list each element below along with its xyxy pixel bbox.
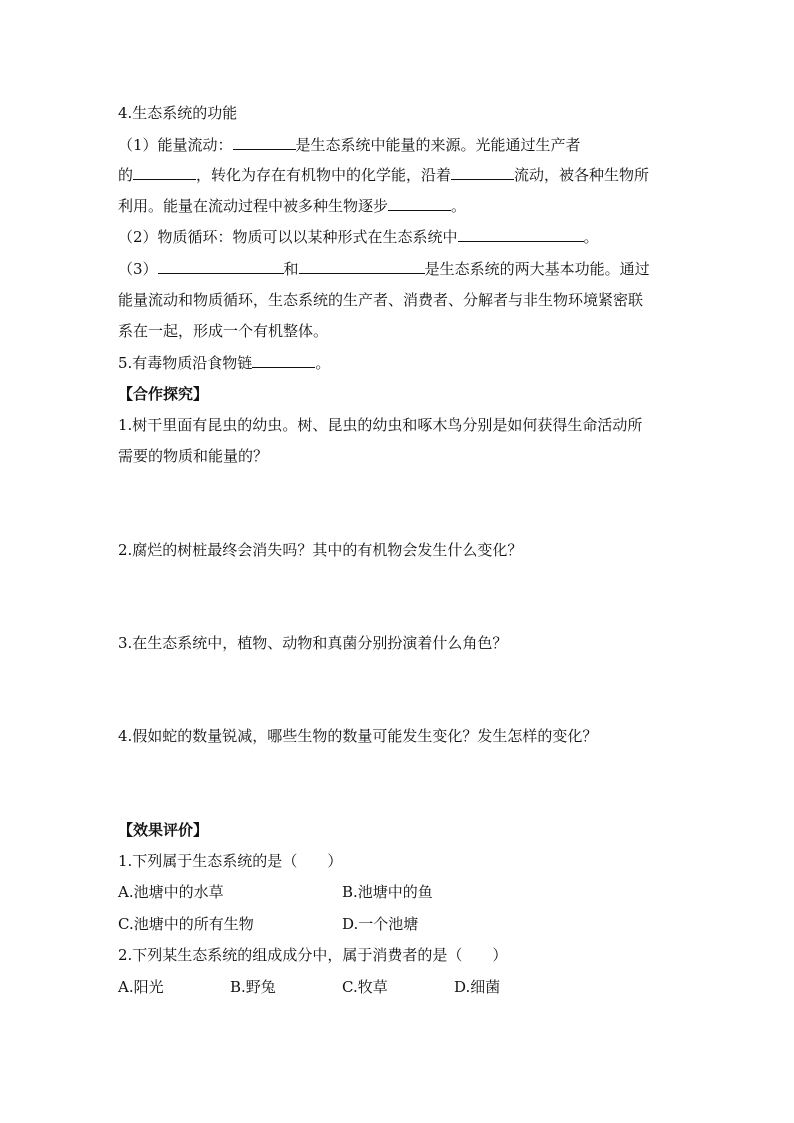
energy-flow-line-3: 利用。能量在流动过程中被多种生物逐步 。 <box>118 197 467 215</box>
section-4-title: 4.生态系统的功能 <box>118 104 238 122</box>
evaluation-heading: 【效果评价】 <box>118 821 209 839</box>
eval-question-1: 1.下列属于生态系统的是（ ） <box>118 852 343 870</box>
inquiry-question-1-line-1: 1.树干里面有昆虫的幼虫。树、昆虫的幼虫和啄木鸟分别是如何获得生命活动所 <box>118 416 643 434</box>
eval-q1-options-row-1 <box>118 882 433 902</box>
fill-blank[interactable] <box>388 196 451 211</box>
energy-flow-line-1: （1）能量流动： 是生态系统中能量的来源。光能通过生产者 <box>118 136 581 154</box>
option-d[interactable]: D.细菌 <box>454 978 501 996</box>
fill-blank[interactable] <box>233 135 296 150</box>
inquiry-question-3: 3.在生态系统中，植物、动物和真菌分别扮演着什么角色？ <box>118 634 508 652</box>
option-a[interactable]: A.阳光 <box>118 978 164 996</box>
energy-flow-line-2: 的 ，转化为存在有机物中的化学能，沿着 流动，被各种生物所 <box>118 166 650 184</box>
inquiry-question-2: 2.腐烂的树桩最终会消失吗？其中的有机物会发生什么变化？ <box>118 541 523 559</box>
fill-blank[interactable] <box>458 227 584 242</box>
section-5-line: 5.有毒物质沿食物链 。 <box>118 354 331 372</box>
basic-functions-line-3: 系在一起，形成一个有机整体。 <box>118 322 329 340</box>
option-d[interactable]: D.一个池塘 <box>342 915 419 933</box>
fill-blank[interactable] <box>158 259 284 274</box>
eval-q1-options-row-2 <box>118 914 418 934</box>
inquiry-question-1-line-2: 需要的物质和能量的？ <box>118 447 269 465</box>
fill-blank[interactable] <box>299 259 425 274</box>
basic-functions-line-1: （3） 和 是生态系统的两大基本功能。通过 <box>118 260 650 278</box>
cooperative-inquiry-heading: 【合作探究】 <box>118 385 209 403</box>
inquiry-question-4: 4.假如蛇的数量锐减，哪些生物的数量可能发生变化？发生怎样的变化？ <box>118 727 598 745</box>
option-a[interactable]: A.池塘中的水草 <box>118 883 224 901</box>
option-c[interactable]: C.池塘中的所有生物 <box>118 915 254 933</box>
option-b[interactable]: B.野兔 <box>230 978 276 996</box>
basic-functions-line-2: 能量流动和物质循环，生态系统的生产者、消费者、分解者与非生物环境紧密联 <box>118 291 644 309</box>
fill-blank[interactable] <box>252 353 315 368</box>
material-cycle-line: （2）物质循环：物质可以以某种形式在生态系统中 。 <box>118 228 599 246</box>
fill-blank[interactable] <box>133 165 196 180</box>
fill-blank[interactable] <box>451 165 514 180</box>
option-c[interactable]: C.牧草 <box>342 978 388 996</box>
eval-question-2: 2.下列某生态系统的组成成分中，属于消费者的是（ ） <box>118 946 508 964</box>
option-b[interactable]: B.池塘中的鱼 <box>342 883 433 901</box>
eval-q2-options-row <box>118 977 500 997</box>
